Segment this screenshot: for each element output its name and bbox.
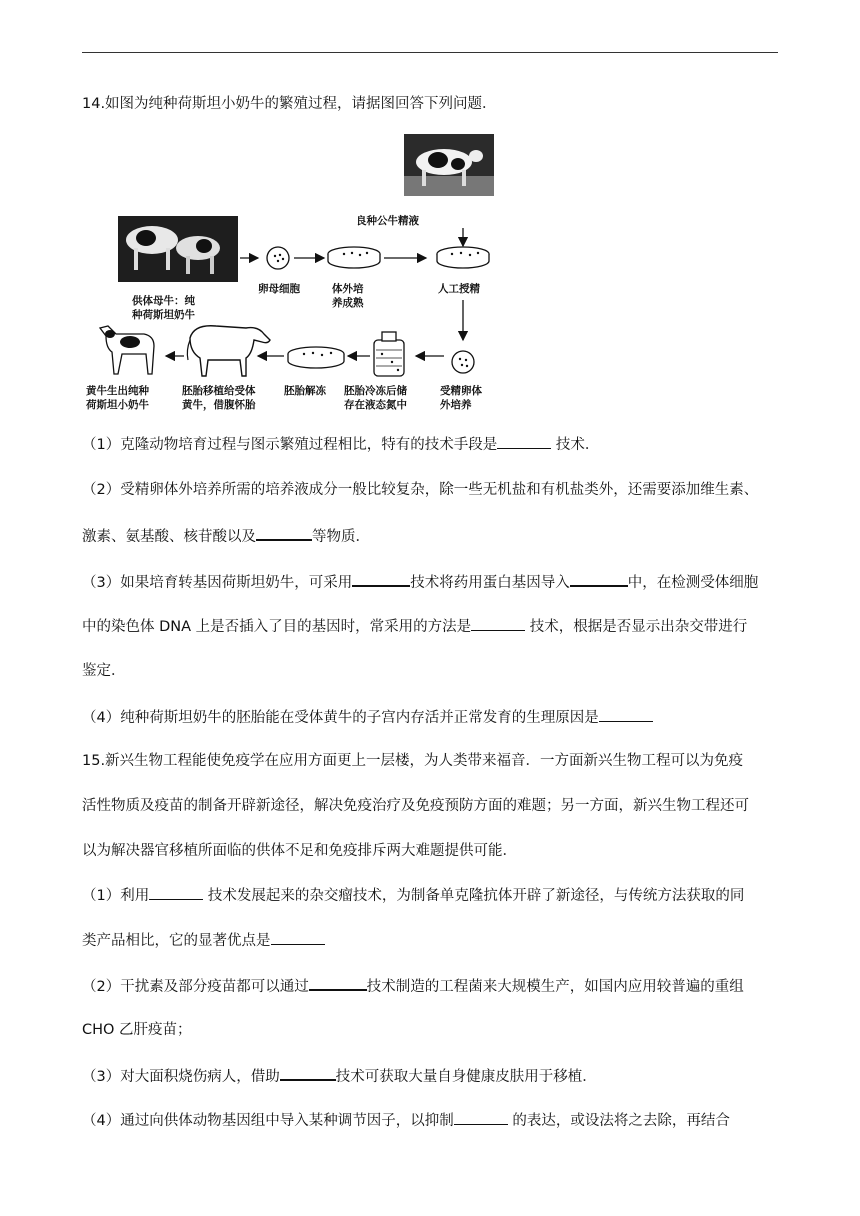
zygote-cell [452,351,474,373]
q15-p3 [82,1065,782,1087]
q15-stem-line1 [82,751,782,771]
answer-blank[interactable] [149,885,203,900]
q14-p3-line2 [82,616,782,637]
answer-blank[interactable] [497,434,551,449]
q14-p2-text-c: 等物质． [312,529,370,545]
answer-blank[interactable] [570,571,628,587]
q14-p2-text-b: 激素、氨基酸、核苷酸以及 [82,529,256,545]
answer-blank[interactable] [599,707,653,722]
q15-p4-text-b: 的表达，或设法将之去除，再结合 [507,1113,730,1129]
q14-p3-text-a: （3）如果培育转基因荷斯坦奶牛，可采用 [82,575,353,591]
q15-p4 [82,1110,782,1131]
label-culture-2: 养成熟 [332,297,364,309]
q14-p3-line3 [82,661,782,681]
q15-p2-text-b: 技术制造的工程菌来大规模生产，如国内应用较普遍的重组 [366,979,744,995]
answer-blank[interactable] [352,571,410,587]
liquid-nitrogen-bottle [374,332,404,376]
calf [100,326,154,374]
q15-p1-text-a: （1）利用 [82,888,150,904]
q15-p3-text-b: 技术可获取大量自身健康皮肤用于移植． [335,1069,597,1085]
breeding-diagram [86,128,516,420]
label-freeze-2: 存在液态氮中 [344,399,407,411]
answer-blank[interactable] [454,1110,508,1125]
label-ivf: 人工授精 [438,283,480,295]
q15-stem-text-3: 以为解决器官移植所面临的供体不足和免疫排斥两大难题提供可能． [82,843,517,859]
header-rule [82,52,778,53]
label-semen: 良种公牛精液 [356,215,419,227]
label-transfer-1: 胚胎移植给受体 [182,385,256,397]
oocyte-cell [267,247,289,269]
answer-blank[interactable] [280,1065,336,1081]
q14-p3-line1 [82,571,782,593]
q14-p2-line2 [82,525,782,547]
recipient-cow [187,326,270,376]
q14-p4-text-a: （4）纯种荷斯坦奶牛的胚胎能在受体黄牛的子宫内存活并正常发育的生理原因是 [82,710,599,726]
answer-blank[interactable] [271,930,325,945]
bull-photo [404,134,494,196]
q14-p2-line1 [82,480,782,500]
q15-p1-text-b: 技术发展起来的杂交瘤技术，为制备单克隆抗体开辟了新途径，与传统方法获取的同 [203,888,745,904]
q15-p4-text-a: （4）通过向供体动物基因组中导入某种调节因子，以抑制 [82,1113,454,1129]
q15-p2-line1 [82,975,782,997]
label-birth-2: 荷斯坦小奶牛 [86,399,149,411]
label-transfer-2: 黄牛，借腹怀胎 [182,399,256,411]
thaw-dish [288,347,344,368]
label-zygote-2: 外培养 [440,399,472,411]
q14-p2-text-a: （2）受精卵体外培养所需的培养液成分一般比较复杂，除一些无机盐和有机盐类外，还需要添加维生素、 [82,482,759,498]
answer-blank[interactable] [256,525,312,541]
q14-p4 [82,707,782,728]
q14-p1-text-b: 技术． [551,437,600,453]
q15-stem-line2 [82,796,782,816]
culture-dish [328,247,380,268]
q14-p3-text-d: 中的染色体 DNA 上是否插入了目的基因时，常采用的方法是 [82,619,472,635]
q15-stem-text-1: 15.新兴生物工程能使免疫学在应用方面更上一层楼，为人类带来福音．一方面新兴生物工程可以为免疫 [82,753,744,769]
q15-stem-text-2: 活性物质及疫苗的制备开辟新途径，解决免疫治疗及免疫预防方面的难题；另一方面，新兴生物工程还可 [82,798,749,814]
label-freeze-1: 胚胎冷冻后储 [344,385,407,397]
label-donor-2: 种荷斯坦奶牛 [132,309,195,321]
label-thaw: 胚胎解冻 [284,385,326,397]
q15-p1-line2 [82,930,782,951]
q15-p2-text-c: CHO 乙肝疫苗； [82,1022,192,1038]
q15-p1-line1 [82,885,782,906]
answer-blank[interactable] [471,616,525,631]
answer-blank[interactable] [309,975,367,991]
q15-stem-line3 [82,841,782,861]
q14-p1 [82,434,782,455]
label-zygote-1: 受精卵体 [440,385,482,397]
q15-p2-text-a: （2）干扰素及部分疫苗都可以通过 [82,979,309,995]
q14-p3-text-e: 技术，根据是否显示出杂交带进行 [525,619,748,635]
q15-p1-text-c: 类产品相比，它的显著优点是 [82,933,271,949]
q14-p3-text-c: 中，在检测受体细胞 [627,575,759,591]
donor-cow-photo [118,216,238,282]
q14-p1-text-a: （1）克隆动物培育过程与图示繁殖过程相比，特有的技术手段是 [82,437,498,453]
q15-p3-text-a: （3）对大面积烧伤病人，借助 [82,1069,280,1085]
q14-p3-text-b: 技术将药用蛋白基因导入 [410,575,570,591]
q14-stem [82,94,782,114]
label-oocyte: 卵母细胞 [258,283,300,295]
q14-stem-text: 14.如图为纯种荷斯坦小奶牛的繁殖过程，请据图回答下列问题． [82,96,497,112]
label-birth-1: 黄牛生出纯种 [86,385,149,397]
q15-p2-line2 [82,1020,782,1040]
label-donor-1: 供体母牛：纯 [132,295,195,307]
ivf-dish [437,247,489,268]
label-culture-1: 体外培 [332,283,364,295]
q14-p3-text-f: 鉴定． [82,663,126,679]
